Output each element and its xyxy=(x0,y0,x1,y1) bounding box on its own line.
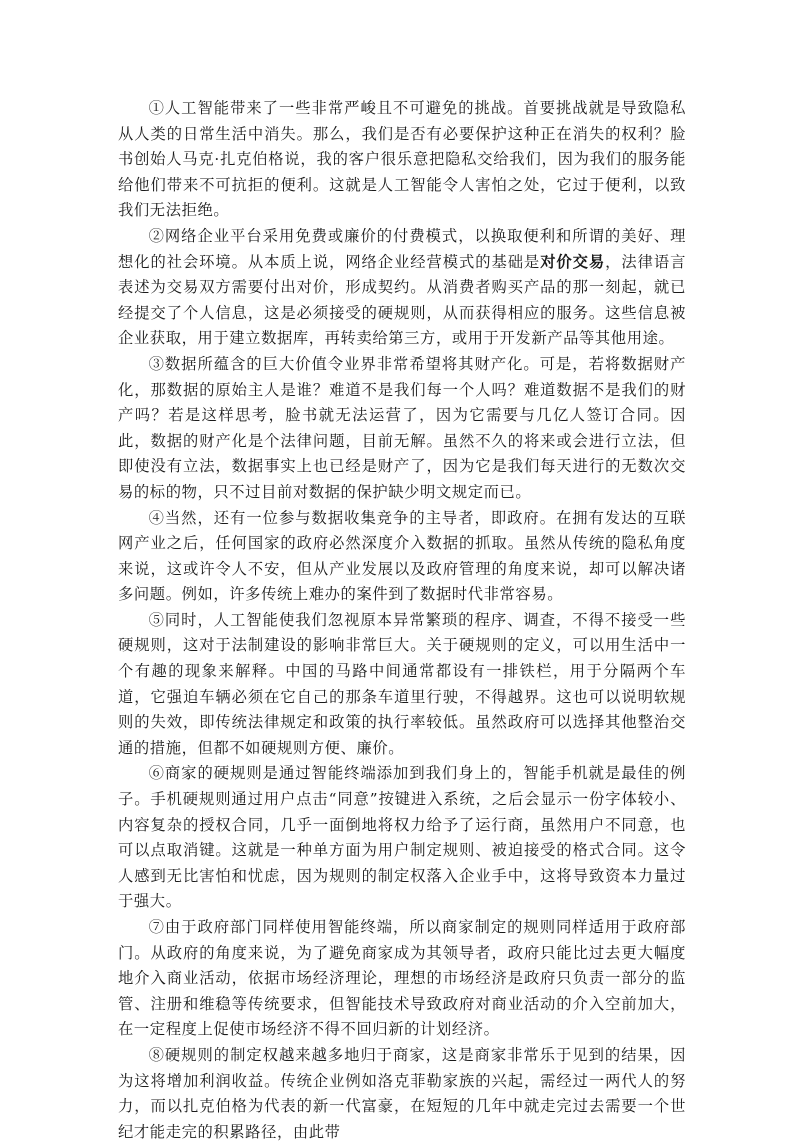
paragraph-4: ④当然，还有一位参与数据收集竞争的主导者，即政府。在拥有发达的互联网产业之后，任何国家的政府必然深度介入数据的抓取。虽然从传统的隐私角度来说，这或许令人不安，但从产业发展以及政府管理的角度来说，却可以解决诸多问题。例如，许多传统上难办的案件到了数据时代非常容易。 xyxy=(118,508,686,604)
document-body xyxy=(118,96,686,1145)
paragraph-8: ⑧硬规则的制定权越来越多地归于商家，这是商家非常乐于见到的结果，因为这将增加利润收益。传统企业例如洛克菲勒家族的兴起，需经过一两代人的努力，而以扎克伯格为代表的新一代富豪，在短短的几年中就走完过去需要一个世纪才能走完的积累路径，由此带 xyxy=(118,1045,686,1141)
paragraph-2-bold-term: 对价交易 xyxy=(540,252,606,271)
paragraph-7: ⑦由于政府部门同样使用智能终端，所以商家制定的规则同样适用于政府部门。从政府的角度来说，为了避免商家成为其领导者，政府只能比过去更大幅度地介入商业活动，依据市场经济理论，理想的市场经济是政府只负责一部分的监管、注册和维稳等传统要求，但智能技术导致政府对商业活动的介入空前加大，在一定程度上促使市场经济不得不回归新的计划经济。 xyxy=(118,918,686,1039)
paragraph-1: ①人工智能带来了一些非常严峻且不可避免的挑战。首要挑战就是导致隐私从人类的日常生活中消失。那么，我们是否有必要保护这种正在消失的权利？脸书创始人马克·扎克伯格说，我的客户很乐意把隐私交给我们，因为我们的服务能给他们带来不可抗拒的便利。这就是人工智能令人害怕之处，它过于便利，以致我们无法拒绝。 xyxy=(118,99,686,220)
paragraph-3: ③数据所蕴含的巨大价值令业界非常希望将其财产化。可是，若将数据财产化，那数据的原始主人是谁？难道不是我们每一个人吗？难道数据不是我们的财产吗？若是这样思考，脸书就无法运营了，因为它需要与几亿人签订合同。因此，数据的财产化是个法律问题，目前无解。虽然不久的将来或会进行立法，但即使没有立法，数据事实上也已经是财产了，因为它是我们每天进行的无数次交易的标的物，只不过目前对数据的保护缺少明文规定而已。 xyxy=(118,354,686,501)
paragraph-5: ⑤同时，人工智能使我们忽视原本异常繁琐的程序、调查，不得不接受一些硬规则，这对于法制建设的影响非常巨大。关于硬规则的定义，可以用生活中一个有趣的现象来解释。中国的马路中间通常都设有一排铁栏，用于分隔两个车道，它强迫车辆必须在它自己的那条车道里行驶，不得越界。这也可以说明软规则的失效，即传统法律规定和政策的执行率较低。虽然政府可以选择其他整治交通的措施，但都不如硬规则方便、廉价。 xyxy=(118,610,686,757)
paragraph-2-text-before: ②网络企业平台采用免费或廉价的付费模式，以换取便利和所谓的美好、理想化的社会环境。从本质上说，网络企业经营模式的基础是 xyxy=(118,226,686,271)
paragraph-2 xyxy=(118,224,686,352)
paragraph-6: ⑥商家的硬规则是通过智能终端添加到我们身上的，智能手机就是最佳的例子。手机硬规则通过用户点击“同意”按键进入系统，之后会显示一份字体较小、内容复杂的授权合同，几乎一面倒地将权力给予了运行商，虽然用户不同意，也可以点取消键。这就是一种单方面为用户制定规则、被迫接受的格式合同。这令人感到无比害怕和忧虑，因为规则的制定权落入企业手中，这将导致资本力量过于强大。 xyxy=(118,764,686,911)
paragraph-2-text-after: ，法律语言表述为交易双方需要付出对价，形成契约。从消费者购买产品的那一刻起，就已经提交了个人信息，这是必须接受的硬规则，从而获得相应的服务。这些信息被企业获取，用于建立数据库，再转卖给第三方，或用于开发新产品等其他用途。 xyxy=(118,252,686,348)
